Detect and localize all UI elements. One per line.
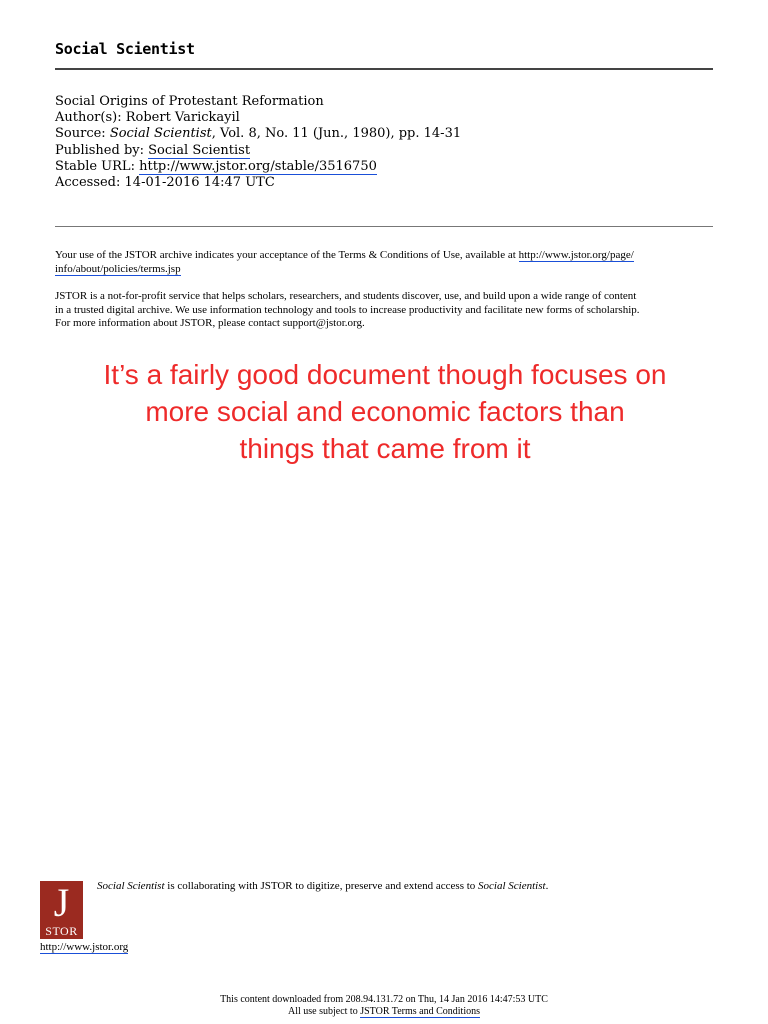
source-journal: Social Scientist <box>109 126 212 142</box>
terms-link-part2[interactable]: info/about/policies/terms.jsp <box>55 262 181 275</box>
footer-terms-link[interactable]: JSTOR Terms and Conditions <box>360 1006 480 1017</box>
collab-period: . <box>545 880 549 892</box>
publisher-line <box>55 143 461 159</box>
collaboration-statement <box>97 880 548 894</box>
author-line <box>55 110 461 126</box>
article-metadata <box>55 94 461 191</box>
author-name: Robert Varickayil <box>125 110 240 126</box>
page-footer <box>0 994 768 1018</box>
jstor-url <box>40 941 128 955</box>
middle-divider <box>55 226 713 227</box>
annotation-line-2: more social and economic factors than <box>145 396 625 427</box>
jstor-logo-letter: J <box>53 880 70 925</box>
footer-terms-prefix: All use subject to <box>288 1006 361 1017</box>
annotation-line-3: things that came from it <box>239 433 531 464</box>
terms-notice <box>55 249 715 276</box>
journal-title: Social Scientist <box>55 40 195 58</box>
publisher-link[interactable]: Social Scientist <box>148 142 251 158</box>
handwritten-annotation <box>40 356 730 467</box>
publisher-label: Published by: <box>55 142 144 158</box>
stable-url-line <box>55 159 461 175</box>
source-line <box>55 126 461 142</box>
stable-url-label: Stable URL: <box>55 158 135 174</box>
jstor-logo-word: STOR <box>45 924 78 938</box>
footer-terms-line <box>0 1006 768 1018</box>
source-label: Source: <box>55 126 106 142</box>
notice-line-3: For more information about JSTOR, please contact support@jstor.org. <box>55 317 365 329</box>
source-details: , Vol. 8, No. 11 (Jun., 1980), pp. 14-31 <box>211 126 462 142</box>
top-divider <box>55 68 713 70</box>
annotation-line-1: It’s a fairly good document though focuses on <box>103 359 667 390</box>
notice-line-1: JSTOR is a not-for-profit service that helps scholars, researchers, and students discover, use, and build upon a wide range of content <box>55 290 637 302</box>
accessed-label: Accessed: <box>55 175 121 191</box>
stable-url-link[interactable]: http://www.jstor.org/stable/3516750 <box>139 158 377 174</box>
accessed-line <box>55 175 461 191</box>
jstor-notice <box>55 290 715 331</box>
accessed-date: 14-01-2016 14:47 UTC <box>124 175 275 191</box>
notice-line-2: in a trusted digital archive. We use information technology and tools to increase productivity and facilitate new forms of scholarship. <box>55 303 640 316</box>
author-label: Author(s): <box>55 110 122 126</box>
collab-journal: Social Scientist <box>97 880 165 892</box>
article-title: Social Origins of Protestant Reformation <box>55 94 324 109</box>
jstor-logo[interactable] <box>40 881 83 939</box>
jstor-url-link[interactable]: http://www.jstor.org <box>40 941 129 953</box>
footer-download-line: This content downloaded from 208.94.131.72 on Thu, 14 Jan 2016 14:47:53 UTC <box>220 994 548 1005</box>
terms-text: Your use of the JSTOR archive indicates your acceptance of the Terms & Conditions of Use, available at <box>55 249 516 261</box>
collab-journal-end: Social Scientist <box>478 880 546 892</box>
terms-link-part1[interactable]: http://www.jstor.org/page/ <box>518 249 634 261</box>
collab-text: is collaborating with JSTOR to digitize, preserve and extend access to <box>164 880 479 892</box>
